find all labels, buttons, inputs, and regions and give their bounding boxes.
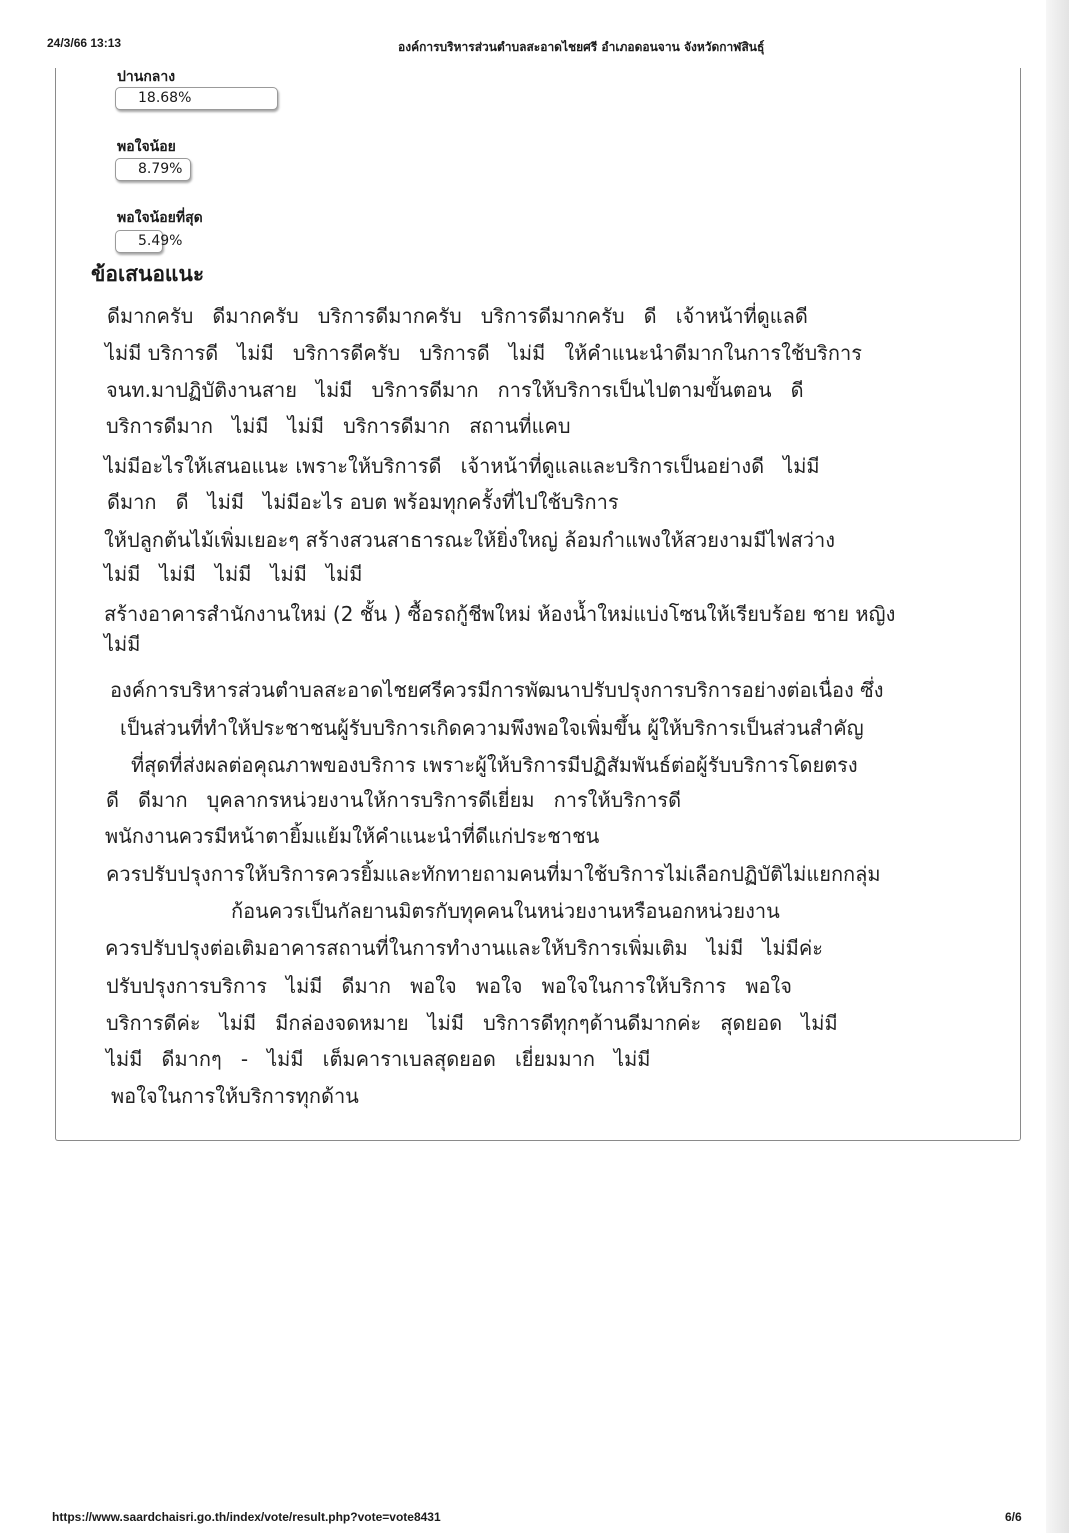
result-value-lowest: 5.49%: [138, 233, 183, 249]
result-value-low: 8.79%: [138, 161, 183, 177]
suggestion-line: จนท.มาปฏิบัติงานสาย ไม่มี บริการดีมาก การให้บริการเป็นไปตามขั้นตอน ดี: [106, 378, 804, 402]
suggestion-line: ไม่มี ดีมากๆ - ไม่มี เต็มคาราเบลสุดยอด เยี่ยมมาก ไม่มี: [106, 1047, 651, 1071]
suggestion-line: พนักงานควรมีหน้าตายิ้มแย้มให้คำแนะนำที่ดีแก่ประชาชน: [105, 824, 600, 848]
suggestion-line: บริการดีมาก ไม่มี ไม่มี บริการดีมาก สถานที่แคบ: [106, 414, 571, 438]
suggestion-line: ดีมากครับ ดีมากครับ บริการดีมากครับ บริการดีมากครับ ดี เจ้าหน้าที่ดูแลดี: [107, 304, 808, 328]
suggestion-line: ที่สุดที่ส่งผลต่อคุณภาพของบริการ เพราะผู้ให้บริการมีปฏิสัมพันธ์ต่อผู้รับบริการโดยตรง: [131, 753, 858, 777]
result-value-moderate: 18.68%: [138, 90, 192, 106]
suggestion-line: บริการดีค่ะ ไม่มี มีกล่องจดหมาย ไม่มี บริการดีทุกๆด้านดีมากค่ะ สุดยอด ไม่มี: [106, 1011, 838, 1035]
result-label-low: พอใจน้อย: [117, 139, 176, 155]
suggestion-line: ดี ดีมาก บุคลากรหน่วยงานให้การบริการดีเยี่ยม การให้บริการดี: [106, 788, 682, 812]
footer-url: https://www.saardchaisri.go.th/index/vote/result.php?vote=vote8431: [52, 1510, 441, 1524]
suggestion-line: ให้ปลูกต้นไม้เพิ่มเยอะๆ สร้างสวนสาธารณะให้ยิ่งใหญ่ ล้อมกำแพงให้สวยงามมีไฟสว่าง: [104, 528, 836, 552]
suggestion-line: องค์การบริหารส่วนตำบลสะอาดไชยศรีควรมีการพัฒนาปรับปรุงการบริการอย่างต่อเนื่อง ซึ่ง: [110, 678, 884, 702]
suggestion-line: พอใจในการให้บริการทุกด้าน: [111, 1084, 359, 1108]
result-label-moderate: ปานกลาง: [117, 69, 176, 85]
print-datetime: 24/3/66 13:13: [47, 36, 122, 50]
suggestion-line: ไม่มี ไม่มี ไม่มี ไม่มี ไม่มี: [104, 562, 363, 586]
suggestion-line: ไม่มี บริการดี ไม่มี บริการดีครับ บริการดี ไม่มี ให้คำแนะนำดีมากในการใช้บริการ: [105, 341, 862, 365]
result-label-lowest: พอใจน้อยที่สุด: [117, 210, 203, 226]
suggestion-line: ดีมาก ดี ไม่มี ไม่มีอะไร อบต พร้อมทุกครั้งที่ไปใช้บริการ: [107, 490, 619, 514]
suggestion-line: เป็นส่วนที่ทำให้ประชาชนผู้รับบริการเกิดความพึงพอใจเพิ่มขึ้น ผู้ให้บริการเป็นส่วนสำคัญ: [120, 716, 864, 740]
suggestions-heading: ข้อเสนอแนะ: [91, 262, 205, 286]
suggestion-line: ก้อนควรเป็นกัลยานมิตรกับทุคคนในหน่วยงานหรือนอกหน่วยงาน: [231, 899, 780, 923]
suggestion-line: ไม่มีอะไรให้เสนอแนะ เพราะให้บริการดี เจ้าหน้าที่ดูแลและบริการเป็นอย่างดี ไม่มี: [104, 454, 820, 478]
page-header-title: องค์การบริหารส่วนตำบลสะอาดไชยศรี อำเภอดอนจาน จังหวัดกาฬสินธุ์: [398, 40, 765, 54]
suggestion-line: สร้างอาคารสำนักงานใหม่ (2 ชั้น ) ซื้อรถกู้ชีพใหม่ ห้องน้ำใหม่แบ่งโซนให้เรียบร้อย ชาย หญิง: [104, 602, 896, 626]
page-number: 6/6: [1005, 1510, 1022, 1524]
suggestion-line: ปรับปรุงการบริการ ไม่มี ดีมาก พอใจ พอใจ พอใจในการให้บริการ พอใจ: [106, 974, 793, 998]
suggestion-line: ไม่มี: [104, 632, 141, 656]
suggestion-line: ควรปรับปรุงการให้บริการควรยิ้มและทักทายถามคนที่มาใช้บริการไม่เลือกปฏิบัติไม่แยกกลุ่ม: [106, 862, 881, 886]
suggestion-line: ควรปรับปรุงต่อเติมอาคารสถานที่ในการทำงานและให้บริการเพิ่มเติม ไม่มี ไม่มีค่ะ: [105, 936, 823, 960]
page-edge: [1046, 0, 1069, 1533]
